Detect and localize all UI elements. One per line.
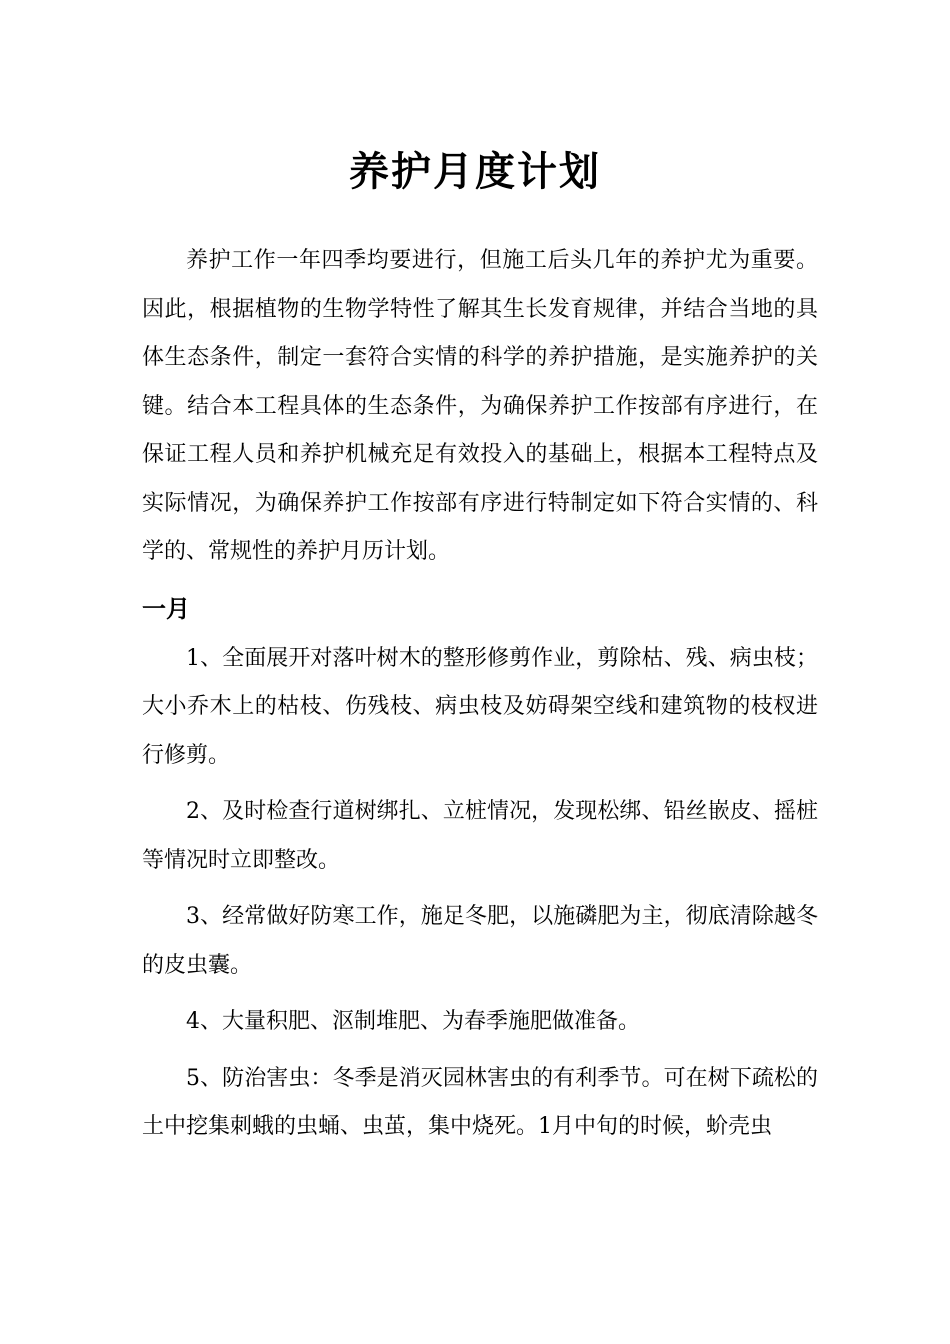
list-item: 4、大量积肥、沤制堆肥、为春季施肥做准备。 <box>186 1009 640 1034</box>
section-heading-january: 一月 <box>142 594 190 623</box>
list-item: 3、经常做好防寒工作，施足冬肥，以施磷肥为主，彻底清除越冬的皮虫囊。 <box>142 904 818 978</box>
list-item: 5、防治害虫：冬季是消灭园林害虫的有利季节。可在树下疏松的土中挖集刺蛾的虫蛹、虫茧，集中烧死。1月中旬的时候，蚧壳虫 <box>142 1065 818 1139</box>
intro-paragraph: 养护工作一年四季均要进行，但施工后头几年的养护尤为重要。因此，根据植物的生物学特性了解其生长发育规律，并结合当地的具体生态条件，制定一套符合实情的科学的养护措施，是实施养护的关键。结合本工程具体的生态条件，为确保养护工作按部有序进行，在保证工程人员和养护机械充足有效投入的基础上，根据本工程特点及实际情况，为确保养护工作按部有序进行特制定如下符合实情的、科学的、常规性的养护月历计划。 <box>142 248 818 564</box>
list-item: 1、全面展开对落叶树木的整形修剪作业，剪除枯、残、病虫枝；大小乔木上的枯枝、伤残枝、病虫枝及妨碍架空线和建筑物的枝杈进行修剪。 <box>142 645 818 768</box>
document-title: 养护月度计划 <box>349 149 601 195</box>
document-body <box>142 237 818 1152</box>
list-item: 2、及时检查行道树绑扎、立桩情况，发现松绑、铅丝嵌皮、摇桩等情况时立即整改。 <box>142 799 818 873</box>
